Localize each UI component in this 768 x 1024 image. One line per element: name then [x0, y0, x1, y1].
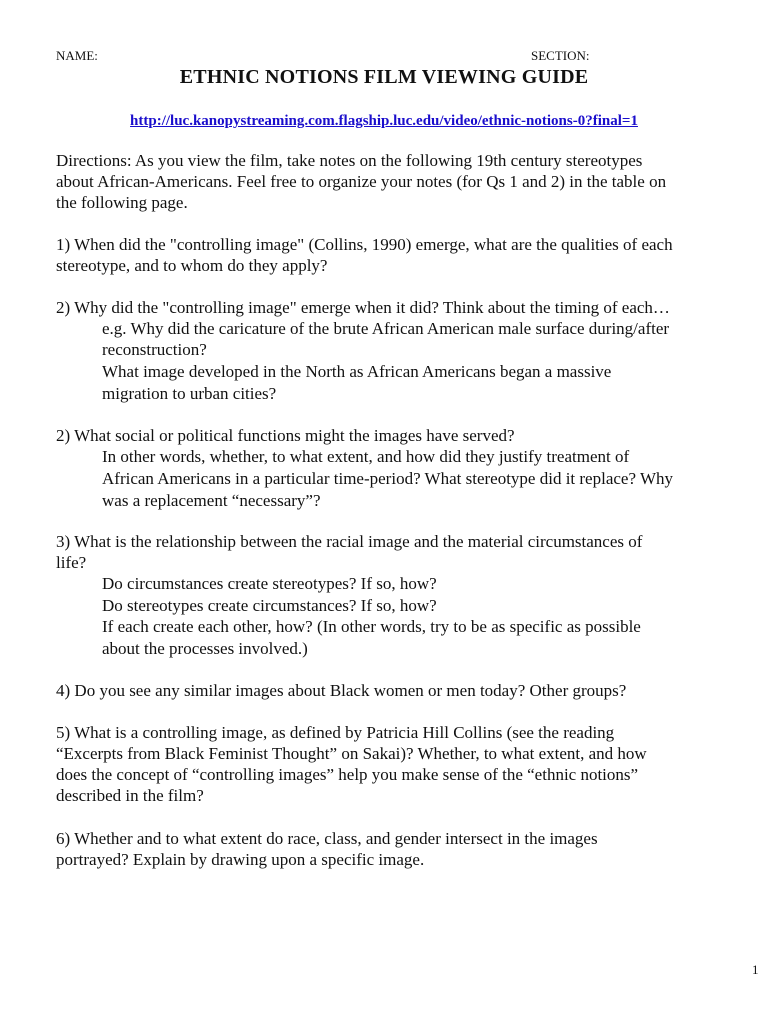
- page-number: 1: [752, 962, 759, 977]
- text-line: described in the film?: [56, 786, 204, 805]
- text-line: 2) What social or political functions might the images have served?: [56, 426, 515, 445]
- text-line: was a replacement “necessary”?: [102, 491, 321, 510]
- text-line: reconstruction?: [102, 340, 207, 359]
- page-title: ETHNIC NOTIONS FILM VIEWING GUIDE: [179, 66, 589, 88]
- text-line: Do circumstances create stereotypes? If so, how?: [102, 574, 437, 593]
- text-line: 4) Do you see any similar images about Black women or men today? Other groups?: [56, 681, 627, 700]
- name-label: NAME:: [56, 48, 98, 63]
- text-line: 5) What is a controlling image, as defined by Patricia Hill Collins (see the reading: [56, 723, 615, 742]
- text-line: about African-Americans. Feel free to organize your notes (for Qs 1 and 2) in the table on: [56, 172, 667, 191]
- film-link[interactable]: http://luc.kanopystreaming.com.flagship.luc.edu/video/ethnic-notions-0?final=1: [130, 113, 638, 129]
- text-line: Do stereotypes create circumstances? If so, how?: [102, 596, 437, 615]
- text-line: If each create each other, how? (In other words, try to be as specific as possible: [102, 617, 641, 636]
- text-line: stereotype, and to whom do they apply?: [56, 256, 328, 275]
- text-line: African Americans in a particular time-period? What stereotype did it replace? Why: [102, 469, 673, 488]
- text-line: does the concept of “controlling images” help you make sense of the “ethnic notions”: [56, 765, 639, 784]
- text-line: 6) Whether and to what extent do race, class, and gender intersect in the images: [56, 829, 598, 848]
- text-line: 1) When did the "controlling image" (Collins, 1990) emerge, what are the qualities of each: [56, 235, 673, 254]
- text-line: life?: [56, 553, 87, 572]
- text-line: about the processes involved.): [102, 639, 308, 658]
- text-line: What image developed in the North as African Americans began a massive: [102, 362, 612, 381]
- text-line: 3) What is the relationship between the racial image and the material circumstances of: [56, 532, 643, 551]
- text-line: “Excerpts from Black Feminist Thought” on Sakai)? Whether, to what extent, and how: [56, 744, 647, 763]
- text-line: the following page.: [56, 193, 188, 212]
- text-line: Directions: As you view the film, take notes on the following 19th century stereotypes: [56, 151, 643, 170]
- text-line: e.g. Why did the caricature of the brute African American male surface during/after: [102, 319, 670, 338]
- text-line: portrayed? Explain by drawing upon a specific image.: [56, 850, 425, 869]
- text-line: migration to urban cities?: [102, 384, 277, 403]
- text-line: In other words, whether, to what extent, and how did they justify treatment of: [102, 447, 630, 466]
- text-line: 2) Why did the "controlling image" emerge when it did? Think about the timing of each…: [56, 298, 670, 317]
- section-label: SECTION:: [531, 48, 590, 63]
